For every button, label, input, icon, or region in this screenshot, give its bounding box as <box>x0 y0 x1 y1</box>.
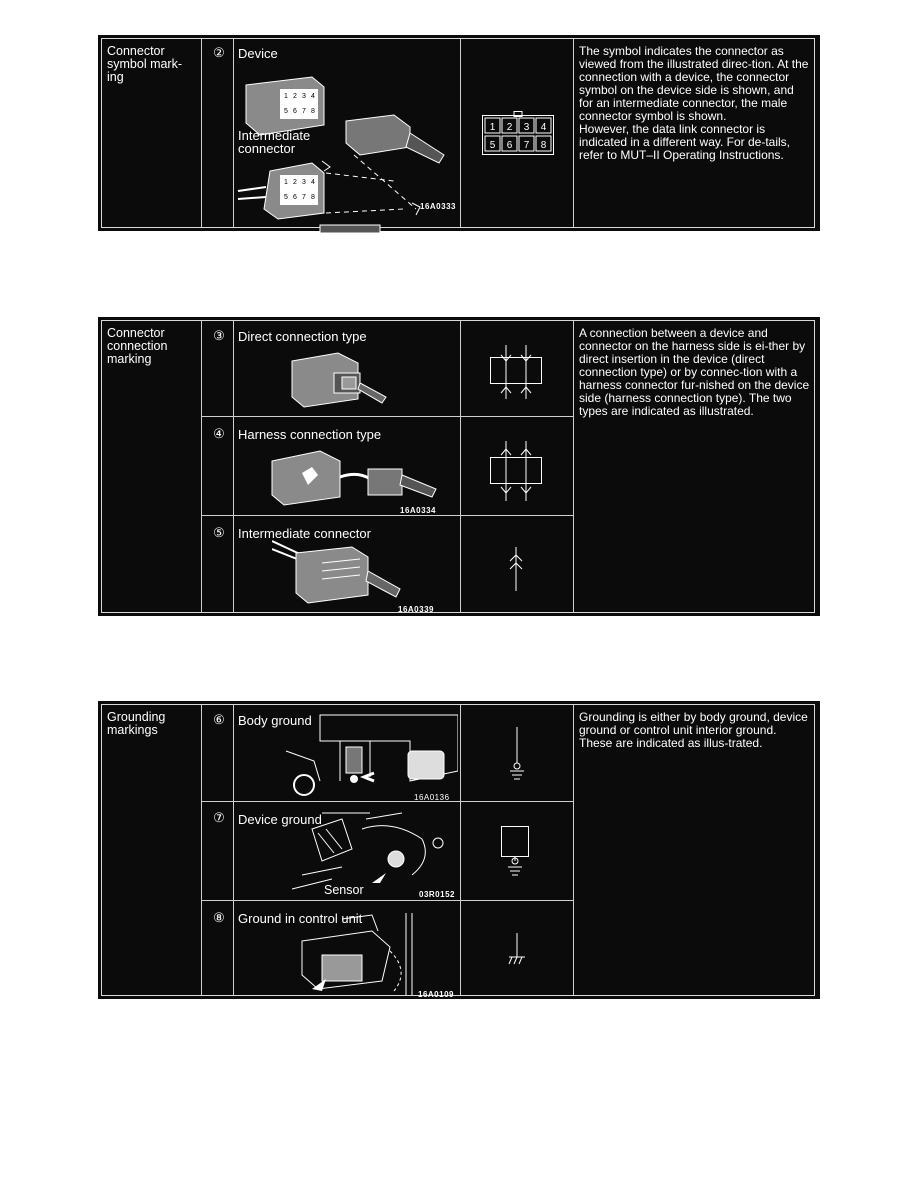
body-ground-symbol <box>508 727 526 781</box>
figure-code: 03R0152 <box>419 890 455 899</box>
direct-connection-symbol <box>484 343 548 401</box>
pin-label: 6 <box>506 140 513 151</box>
svg-text:2: 2 <box>293 179 297 186</box>
direct-connection-illustration <box>282 349 392 413</box>
control-unit-ground-symbol <box>507 933 527 967</box>
row-number: ④ <box>213 426 225 441</box>
svg-text:8: 8 <box>311 108 315 115</box>
pin-label: 8 <box>540 140 547 151</box>
pin-label: 1 <box>489 122 496 133</box>
callout-label: Intermediate connector <box>238 128 311 156</box>
svg-text:4: 4 <box>311 179 315 186</box>
figure-code: 16A0334 <box>400 506 436 515</box>
harness-connection-symbol <box>484 439 548 503</box>
grounding-panel <box>97 700 821 1000</box>
divider <box>573 705 574 995</box>
divider <box>573 39 574 227</box>
row-caption: Direct connection type <box>238 329 367 344</box>
divider <box>573 321 574 612</box>
panel-frame <box>101 704 815 999</box>
svg-text:8: 8 <box>311 194 315 201</box>
pin-label: 2 <box>506 122 513 133</box>
row-caption: Ground in control unit <box>238 911 363 926</box>
svg-text:7: 7 <box>302 194 306 201</box>
row-caption: Device <box>238 46 278 61</box>
row-divider <box>201 801 574 802</box>
svg-text:5: 5 <box>284 194 288 201</box>
divider <box>233 705 234 995</box>
category-label: Connector symbol mark-ing <box>107 44 183 84</box>
description: A connection between a device and connector on the harness side is ei-ther by direct insertion in the device (direct connection type) or by connec-tion with a harness connector fur-nished on the device side (harness connection type). The two types are indicated as illustrated. <box>579 326 810 418</box>
divider <box>460 705 461 995</box>
row-caption: Intermediate connector <box>238 526 371 541</box>
description-paragraph: The symbol indicates the connector as viewed from the illustrated direc-tion. At the connection with a device, the connector symbol on the device side is shown, and for an intermediate connector, the male connector symbol is shown. <box>579 44 809 123</box>
device-ground-illustration <box>282 809 458 897</box>
row-number: ② <box>213 45 225 60</box>
svg-text:3: 3 <box>302 93 306 100</box>
row-divider <box>201 416 574 417</box>
figure-code: 16A0136 <box>414 793 450 802</box>
callout-label: Sensor <box>324 883 364 897</box>
row-number: ⑧ <box>213 910 225 925</box>
row-number: ⑦ <box>213 810 225 825</box>
panel-frame <box>101 320 815 613</box>
row-divider <box>201 900 574 901</box>
row-caption: Body ground <box>238 713 312 728</box>
svg-text:1: 1 <box>284 93 288 100</box>
svg-text:1: 1 <box>284 179 288 186</box>
pin-label: 4 <box>540 122 547 133</box>
divider <box>201 705 202 995</box>
figure-code: 16A0333 <box>420 202 456 211</box>
row-divider <box>201 515 574 516</box>
connector-connection-panel <box>97 316 821 617</box>
svg-text:6: 6 <box>293 108 297 115</box>
connector-symbol-panel <box>97 34 821 232</box>
row-caption: Harness connection type <box>238 427 382 442</box>
figure-code: 16A0339 <box>398 605 434 614</box>
connector-symbol <box>482 111 554 155</box>
svg-text:2: 2 <box>293 93 297 100</box>
intermediate-connector-illustration <box>272 537 402 613</box>
body-ground-illustration <box>280 711 458 799</box>
divider <box>201 39 202 227</box>
divider <box>460 321 461 612</box>
row-number: ⑤ <box>213 525 225 540</box>
figure-code: 16A0109 <box>418 990 454 999</box>
panel-frame <box>101 38 815 228</box>
divider <box>201 321 202 612</box>
description-paragraph: However, the data link connector is indicated in a different way. For de-tails, refer to MUT–II Operating Instructions. <box>579 122 790 162</box>
svg-text:6: 6 <box>293 194 297 201</box>
svg-text:7: 7 <box>302 108 306 115</box>
device-ground-symbol <box>500 825 530 877</box>
row-number: ③ <box>213 328 225 343</box>
svg-text:5: 5 <box>284 108 288 115</box>
svg-text:4: 4 <box>311 93 315 100</box>
intermediate-connector-symbol <box>506 547 526 591</box>
description <box>579 45 811 162</box>
pin-label: 3 <box>523 122 530 133</box>
row-caption: Device ground <box>238 812 322 827</box>
control-unit-ground-illustration <box>282 911 458 997</box>
svg-text:3: 3 <box>302 179 306 186</box>
divider <box>233 321 234 612</box>
row-number: ⑥ <box>213 712 225 727</box>
pin-label: 5 <box>489 140 496 151</box>
divider <box>460 39 461 227</box>
harness-connection-illustration <box>262 445 442 511</box>
pin-label: 7 <box>523 140 530 151</box>
description: Grounding is either by body ground, device ground or control unit interior ground. These are indicated as illus-trated. <box>579 710 808 750</box>
category-label: Grounding markings <box>107 710 166 737</box>
category-label: Connector connection marking <box>107 326 168 366</box>
